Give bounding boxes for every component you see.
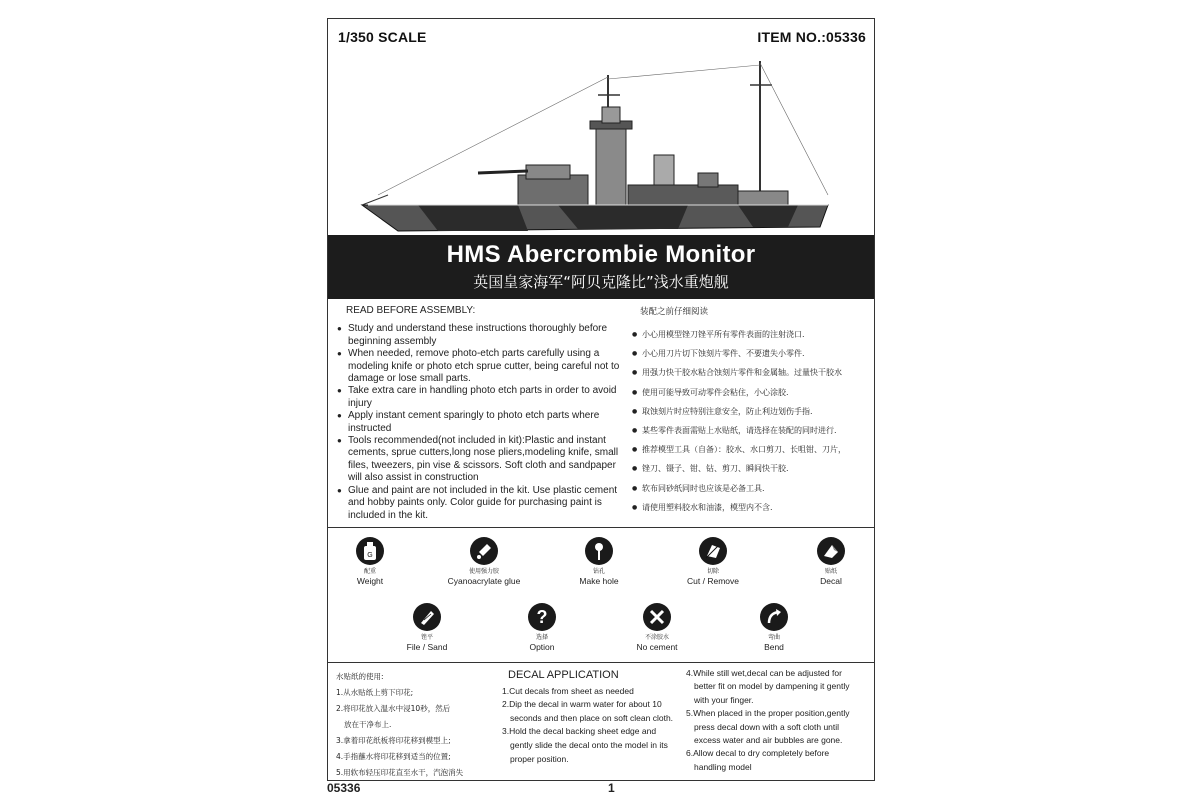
section-divider [328, 527, 874, 528]
legend-label-en: File / Sand [406, 642, 448, 652]
drill-icon [585, 537, 613, 565]
instruction-item-zh: ● 小心用模型锉刀锉平所有零件表面的注射浇口. [630, 325, 870, 344]
legend-make-hole [544, 537, 654, 586]
legend-weight [315, 537, 425, 586]
legend-label-en: Bend [764, 642, 784, 652]
instruction-item-zh: ● 取蚀刻片时应特别注意安全，防止利边划伤手指. [630, 402, 870, 421]
legend-label-en: Cyanoacrylate glue [447, 576, 521, 586]
legend-decal [776, 537, 886, 586]
instruction-item: ● Tools recommended(not included in kit):Plastic and instant cements, sprue cutters,long nose pliers,modeling knife, small files, tweezers, pin vise & scissors. Soft cloth and sandpaper will also assist in construction [334, 435, 628, 485]
decal-step: with your finger. [694, 694, 754, 705]
item-number: ITEM NO.:05336 [757, 29, 866, 45]
legend-label-zh: 选择 [535, 634, 548, 641]
decal-line-zh: 2.将印花放入温水中浸10秒，然后 [336, 704, 451, 713]
ship-illustration [358, 55, 848, 235]
legend-label-zh: 弯曲 [767, 634, 780, 641]
decal-step: 1.Cut decals from sheet as needed [502, 685, 634, 696]
decal-instructions-steps-4-6 [686, 667, 870, 774]
legend-label-zh: 不涂胶水 [644, 634, 669, 641]
legend-label-zh: 使用强力胶 [468, 568, 499, 575]
decal-step: 6.Allow decal to dry completely before [686, 748, 830, 759]
cut-icon [699, 537, 727, 565]
instruction-item-zh: ● 请使用塑料胶水和油漆，模型内不含. [630, 498, 870, 517]
decal-line-zh: 4.手指蘸水将印花移到适当的位置; [336, 752, 451, 761]
legend-label-en: Decal [820, 576, 842, 586]
decal-title: DECAL APPLICATION [508, 669, 619, 681]
legend-bend [719, 603, 829, 652]
legend-file-sand [372, 603, 482, 652]
decal-step: 5.When placed in the proper position,gently [686, 708, 850, 719]
instruction-item-zh: ● 用强力快干胶水粘合蚀刻片零件和金属轴。过量快干胶水 [630, 363, 870, 382]
decal-line-zh: 水贴纸的使用: [336, 672, 384, 681]
instruction-item: ● Study and understand these instructions thoroughly before beginning assembly [334, 323, 628, 348]
weight-bottle-icon [356, 537, 384, 565]
svg-text:G: G [367, 552, 373, 559]
instruction-item: ● When needed, remove photo-etch parts carefully using a modeling knife or photo etch sprue cutter, being careful not to damage or lose small parts. [334, 348, 628, 385]
decal-step: gently slide the decal onto the model in its [510, 739, 668, 750]
legend-label-en: Make hole [579, 576, 619, 586]
legend-label-en: Option [529, 642, 555, 652]
instruction-item-zh: ● 锉刀、镊子、钳、钻、剪刀、瞬间快干胶. [630, 459, 870, 478]
legend-label-zh: 钻孔 [592, 568, 605, 575]
decal-line-zh: 放在干净布上. [344, 720, 392, 729]
decal-step: better fit on model by dampening it gently [694, 681, 850, 692]
title-band [328, 235, 874, 299]
decal-step: seconds and then place on soft clean cloth. [510, 712, 674, 723]
file-icon [413, 603, 441, 631]
footer-item-number: 05336 [327, 781, 361, 795]
read-title-en: READ BEFORE ASSEMBLY: [346, 305, 476, 316]
symbol-legend [328, 531, 874, 663]
legend-label-en: No cement [636, 642, 678, 652]
decal-icon [817, 537, 845, 565]
decal-instructions-steps-1-3 [502, 669, 688, 766]
decal-step: proper position. [510, 753, 569, 764]
question-icon: ? [528, 603, 556, 631]
decal-step: handling model [694, 761, 752, 772]
instruction-item: ● Take extra care in handling photo etch parts in order to avoid injury [334, 385, 628, 410]
decal-line-zh: 3.拿着印花纸板将印花移到模型上; [336, 736, 451, 745]
decal-step: excess water and air bubbles are gone. [694, 735, 843, 746]
legend-no-cement [602, 603, 712, 652]
decal-step: 2.Dip the decal in warm water for about 10 [502, 699, 662, 710]
instruction-item-zh: ● 推荐模型工具（自备）：胶水、水口剪刀、长咀钳、刀片， [630, 440, 870, 459]
instruction-item-zh: ● 某些零件表面需贴上水贴纸，请选择在装配的同时进行. [630, 421, 870, 440]
legend-label-en: Cut / Remove [687, 576, 739, 586]
instruction-item-zh: ● 小心用刀片切下蚀刻片零件、不要遗失小零件. [630, 344, 870, 363]
read-before-assembly-section [328, 305, 874, 527]
instruction-item-zh: ● 软布同砂纸同时也应该是必备工具. [630, 479, 870, 498]
section-divider [328, 662, 874, 663]
decal-instructions-chinese [336, 669, 496, 781]
legend-option [487, 603, 597, 652]
legend-cut-remove [658, 537, 768, 586]
read-title-zh: 装配之前仔细阅读 [640, 307, 709, 317]
instructions-english [334, 305, 628, 522]
model-title: HMS Abercrombie Monitor [446, 241, 756, 268]
decal-line-zh: 5.用软布轻压印花直至水干，汽泡消失 [336, 768, 464, 777]
model-title-chinese: 英国皇家海军“阿贝克隆比”浅水重炮舰 [473, 273, 729, 291]
legend-label-en: Weight [356, 576, 384, 586]
legend-label-zh: 切除 [706, 568, 719, 575]
scale-label: 1/350 SCALE [338, 29, 427, 45]
bend-icon [760, 603, 788, 631]
legend-label-zh: 锉平 [420, 634, 433, 641]
instruction-item-zh: ● 使用可能导致可动零件会粘住，小心涂胶. [630, 383, 870, 402]
decal-step: 3.Hold the decal backing sheet edge and [502, 726, 657, 737]
instruction-item: ● Glue and paint are not included in the kit. Use plastic cement and hobby paints only. Color guide for purchasing paint is included in the kit. [334, 485, 628, 522]
page-number: 1 [608, 781, 615, 795]
legend-label-zh: 配重 [363, 568, 376, 575]
decal-step: 4.While still wet,decal can be adjusted for [686, 668, 842, 678]
glue-drop-icon [470, 537, 498, 565]
instruction-item: ● Apply instant cement sparingly to photo etch parts where instructed [334, 410, 628, 435]
legend-label-zh: 贴纸 [824, 568, 837, 575]
decal-step: press decal down with a soft cloth until [694, 721, 840, 732]
decal-application-section [328, 665, 874, 780]
decal-line-zh: 1.从水贴纸上剪下印花; [336, 688, 414, 697]
legend-glue [429, 537, 539, 586]
no-cement-icon [643, 603, 671, 631]
instructions-chinese [630, 305, 870, 517]
instruction-sheet [327, 18, 875, 781]
